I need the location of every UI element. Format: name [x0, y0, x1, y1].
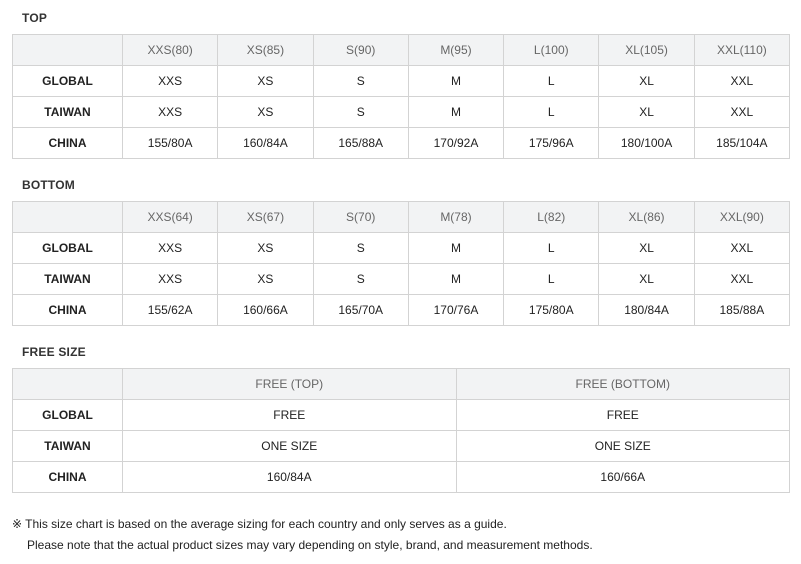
row-header: TAIWAN [13, 431, 123, 462]
table-cell: L [504, 97, 599, 128]
table-row [13, 295, 790, 326]
table-cell: XS [218, 97, 313, 128]
column-header: L(82) [504, 202, 599, 233]
free-size-table [12, 368, 790, 493]
table-cell: 165/88A [313, 128, 408, 159]
table-cell: XXL [694, 97, 789, 128]
note-line-1: ※ This size chart is based on the average sizing for each country and only serves as a guide. [12, 517, 507, 531]
table-cell: 175/80A [504, 295, 599, 326]
row-header: TAIWAN [13, 264, 123, 295]
table-cell: XL [599, 66, 694, 97]
table-cell: 160/84A [218, 128, 313, 159]
table-cell: S [313, 97, 408, 128]
table-cell: L [504, 66, 599, 97]
column-header: FREE (TOP) [123, 369, 457, 400]
table-row [13, 431, 790, 462]
table-cell: 185/104A [694, 128, 789, 159]
table-cell: XS [218, 66, 313, 97]
table-cell: S [313, 66, 408, 97]
table-cell: 170/76A [408, 295, 503, 326]
bottom-size-table [12, 201, 790, 326]
table-row [13, 233, 790, 264]
header-corner [13, 202, 123, 233]
table-cell: XXS [123, 97, 218, 128]
table-cell: M [408, 97, 503, 128]
table-cell: 160/84A [123, 462, 457, 493]
table-header-row [13, 35, 790, 66]
table-cell: XS [218, 264, 313, 295]
table-cell: FREE [123, 400, 457, 431]
table-cell: XXL [694, 233, 789, 264]
table-row [13, 128, 790, 159]
column-header: XL(105) [599, 35, 694, 66]
table-cell: S [313, 233, 408, 264]
table-cell: M [408, 233, 503, 264]
row-header: CHINA [13, 462, 123, 493]
table-cell: 175/96A [504, 128, 599, 159]
table-cell: XXS [123, 233, 218, 264]
table-cell: M [408, 66, 503, 97]
table-cell: 185/88A [694, 295, 789, 326]
table-cell: ONE SIZE [456, 431, 790, 462]
column-header: XL(86) [599, 202, 694, 233]
column-header: XXS(80) [123, 35, 218, 66]
table-cell: XL [599, 97, 694, 128]
table-cell: XL [599, 233, 694, 264]
table-cell: XXS [123, 264, 218, 295]
table-cell: L [504, 264, 599, 295]
column-header: XXL(90) [694, 202, 789, 233]
top-size-table [12, 34, 790, 159]
table-cell: XS [218, 233, 313, 264]
free-size-section-title: FREE SIZE [22, 345, 86, 359]
column-header: XS(67) [218, 202, 313, 233]
table-row [13, 400, 790, 431]
column-header: XXS(64) [123, 202, 218, 233]
row-header: CHINA [13, 128, 123, 159]
row-header: GLOBAL [13, 66, 123, 97]
table-cell: FREE [456, 400, 790, 431]
table-cell: 165/70A [313, 295, 408, 326]
bottom-section-title: BOTTOM [22, 178, 75, 192]
table-cell: 180/100A [599, 128, 694, 159]
table-header-row [13, 369, 790, 400]
column-header: M(95) [408, 35, 503, 66]
table-header-row [13, 202, 790, 233]
table-cell: 155/62A [123, 295, 218, 326]
row-header: TAIWAN [13, 97, 123, 128]
row-header: GLOBAL [13, 233, 123, 264]
table-cell: 160/66A [218, 295, 313, 326]
table-cell: 180/84A [599, 295, 694, 326]
table-cell: L [504, 233, 599, 264]
top-section-title: TOP [22, 11, 48, 25]
column-header: S(90) [313, 35, 408, 66]
table-cell: M [408, 264, 503, 295]
table-cell: 170/92A [408, 128, 503, 159]
table-cell: XXL [694, 66, 789, 97]
row-header: GLOBAL [13, 400, 123, 431]
header-corner [13, 369, 123, 400]
size-guide-note [12, 514, 593, 556]
table-row [13, 97, 790, 128]
table-cell: XXS [123, 66, 218, 97]
table-cell: XL [599, 264, 694, 295]
column-header: S(70) [313, 202, 408, 233]
table-row [13, 66, 790, 97]
header-corner [13, 35, 123, 66]
row-header: CHINA [13, 295, 123, 326]
table-cell: ONE SIZE [123, 431, 457, 462]
table-row [13, 264, 790, 295]
column-header: XS(85) [218, 35, 313, 66]
table-row [13, 462, 790, 493]
table-cell: 160/66A [456, 462, 790, 493]
column-header: FREE (BOTTOM) [456, 369, 790, 400]
column-header: XXL(110) [694, 35, 789, 66]
table-cell: XXL [694, 264, 789, 295]
note-line-2: Please note that the actual product sizes may vary depending on style, brand, and measurement methods. [27, 538, 593, 552]
table-cell: S [313, 264, 408, 295]
table-cell: 155/80A [123, 128, 218, 159]
column-header: L(100) [504, 35, 599, 66]
column-header: M(78) [408, 202, 503, 233]
